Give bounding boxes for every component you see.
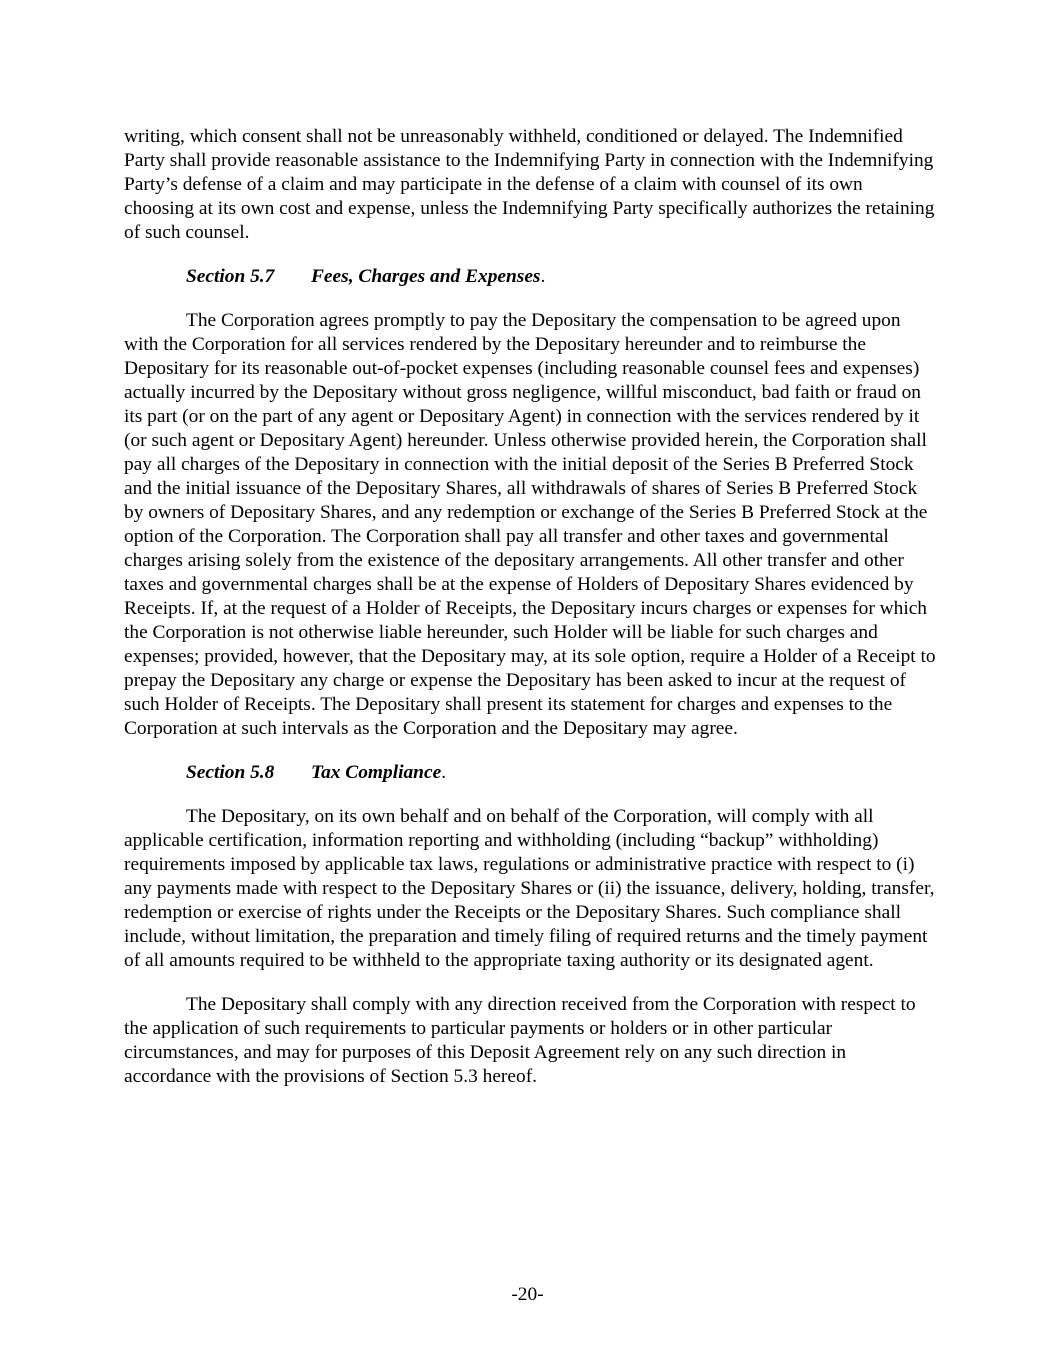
section-title: Fees, Charges and Expenses	[311, 266, 541, 287]
paragraph-tax-compliance: The Depositary, on its own behalf and on behalf of the Corporation, will comply with all applicable certification, information reporting and withholding (including “backup” withholding) requirements imposed by applicable tax laws, regulations or administrative practice with respect to (i) any payments made with respect to the Depositary Shares or (ii) the issuance, delivery, holding, transfer, redemption or exercise of rights under the Receipts or the Depositary Shares. Such compliance shall include, without limitation, the preparation and timely filing of required returns and the timely payment of all amounts required to be withheld to the appropriate taxing authority or its designated agent.	[124, 806, 935, 971]
section-title: Tax Compliance	[311, 762, 442, 783]
paragraph-indemnification-continued: writing, which consent shall not be unreasonably withheld, conditioned or delayed. The Indemnified Party shall provide reasonable assistance to the Indemnifying Party in connection with the Indemnifying Party’s defense of a claim and may participate in the defense of a claim with counsel of its own choosing at its own cost and expense, unless the Indemnifying Party specifically authorizes the retaining of such counsel.	[124, 126, 935, 243]
section-number: Section 5.7	[186, 266, 275, 287]
paragraph-fees-charges-expenses: The Corporation agrees promptly to pay the Depositary the compensation to be agreed upon with the Corporation for all services rendered by the Depositary hereunder and to reimburse the Depositary for its reasonable out-of-pocket expenses (including reasonable counsel fees and expenses) actually incurred by the Depositary without gross negligence, willful misconduct, bad faith or fraud on its part (or on the part of any agent or Depositary Agent) in connection with the services rendered by it (or such agent or Depositary Agent) hereunder. Unless otherwise provided herein, the Corporation shall pay all charges of the Depositary in connection with the initial deposit of the Series B Preferred Stock and the initial issuance of the Depositary Shares, all withdrawals of shares of Series B Preferred Stock by owners of Depositary Shares, and any redemption or exchange of the Series B Preferred Stock at the option of the Corporation. The Corporation shall pay all transfer and other taxes and governmental charges arising solely from the existence of the depositary arrangements. All other transfer and other taxes and governmental charges shall be at the expense of Holders of Depositary Shares evidenced by Receipts. If, at the request of a Holder of Receipts, the Depositary incurs charges or expenses for which the Corporation is not otherwise liable hereunder, such Holder will be liable for such charges and expenses; provided, however, that the Depositary may, at its sole option, require a Holder of a Receipt to prepay the Depositary any charge or expense the Depositary has been asked to incur at the request of such Holder of Receipts. The Depositary shall present its statement for charges and expenses to the Corporation at such intervals as the Corporation and the Depositary may agree.	[124, 310, 936, 739]
section-number: Section 5.8	[186, 762, 275, 783]
document-body	[124, 125, 936, 1089]
section-period: .	[441, 762, 447, 783]
paragraph-direction-compliance: The Depositary shall comply with any direction received from the Corporation with respect to the application of such requirements to particular payments or holders or in other particular circumstances, and may for purposes of this Deposit Agreement rely on any such direction in accordance with the provisions of Section 5.3 hereof.	[124, 994, 916, 1087]
section-period: .	[540, 266, 546, 287]
page-number: -20-	[511, 1284, 544, 1305]
section-heading-5-8	[124, 761, 936, 785]
section-heading-5-7	[124, 265, 936, 289]
